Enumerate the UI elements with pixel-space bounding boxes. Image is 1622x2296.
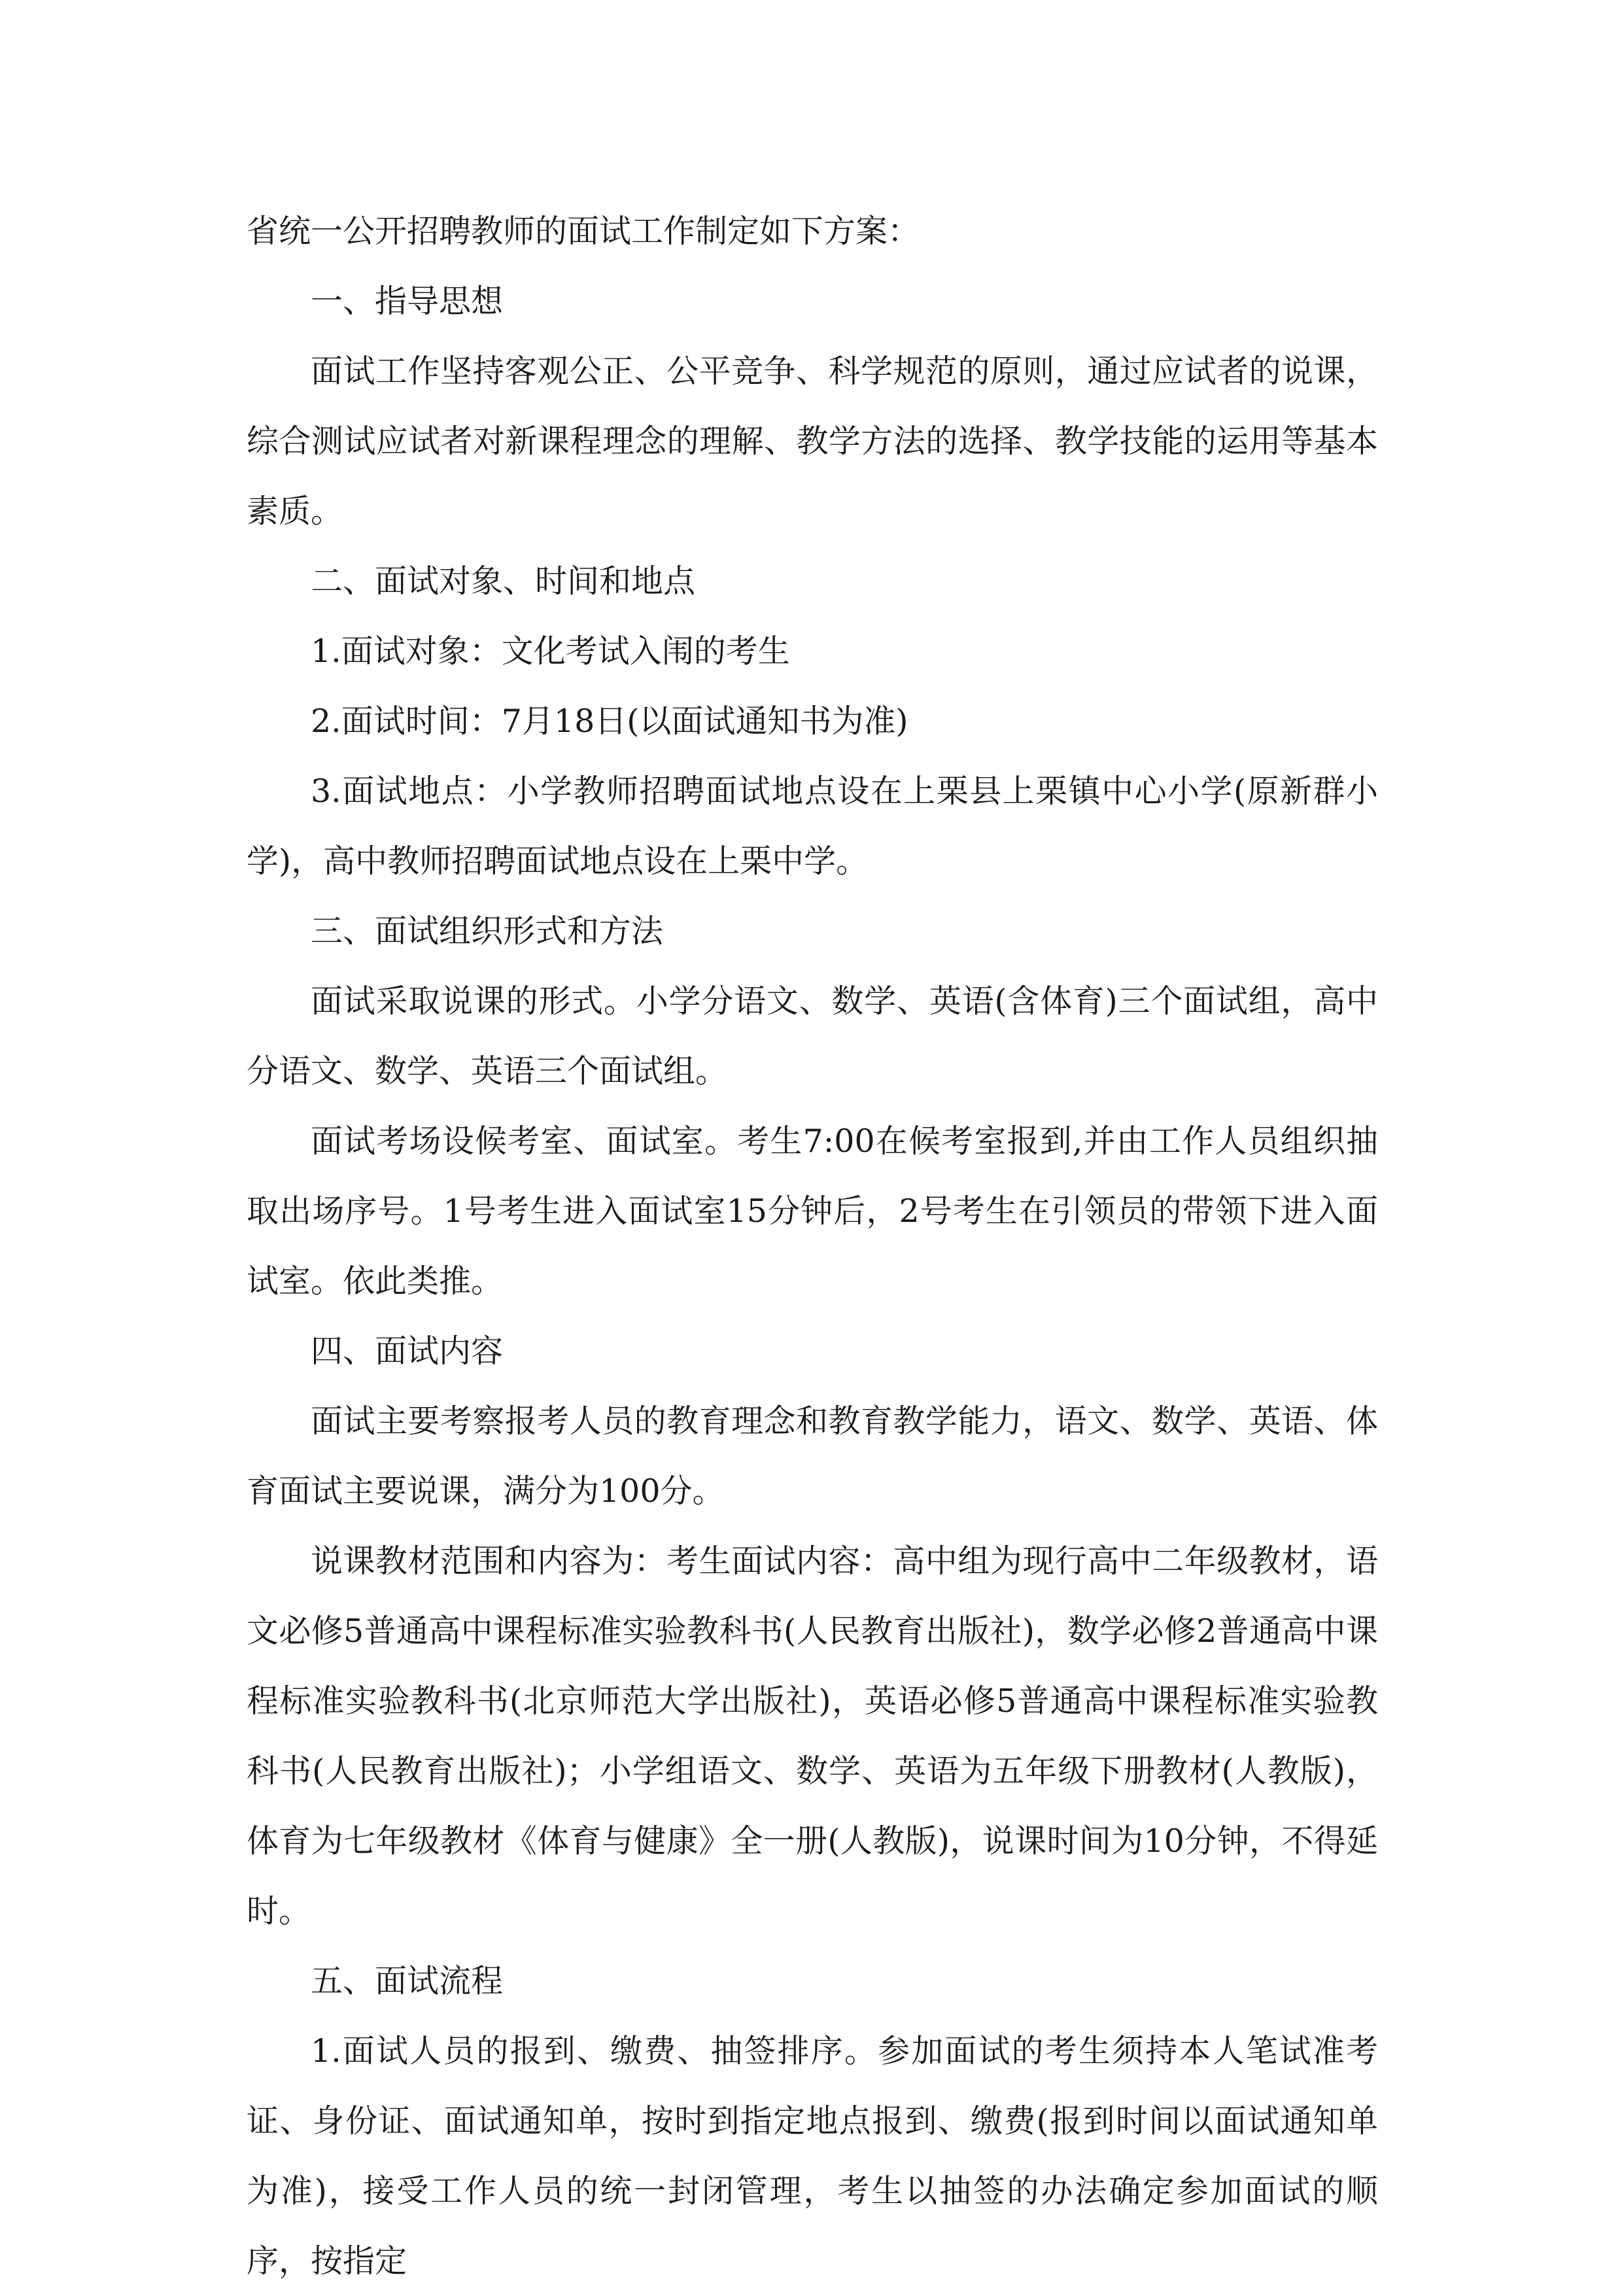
section-heading-interview-process: 五、面试流程 bbox=[311, 1962, 504, 2000]
body-paragraph: 面试主要考察报考人员的教育理念和教育教学能力，语文、数学、英语、体育面试主要说课，满分为100分。 bbox=[247, 1402, 1378, 1510]
section-heading-interview-content: 四、面试内容 bbox=[311, 1332, 504, 1370]
list-item: 1.面试对象：文化考试入闱的考生 bbox=[311, 633, 790, 670]
body-paragraph: 面试考场设候考室、面试室。考生7:00在候考室报到,并由工作人员组织抽取出场序号。1号考生进入面试室15分钟后，2号考生在引领员的带领下进入面试室。依此类推。 bbox=[247, 1122, 1378, 1300]
body-paragraph: 说课教材范围和内容为：考生面试内容：高中组为现行高中二年级教材，语文必修5普通高中课程标准实验教科书(人民教育出版社)，数学必修2普通高中课程标准实验教科书(北京师范大学出版社)，英语必修5普通高中课程标准实验教科书(人民教育出版社)；小学组语文、数学、英语为五年级下册教材(人教版)，体育为七年级教材《体育与健康》全一册(人教版)，说课时间为10分钟，不得延时。 bbox=[247, 1542, 1378, 1930]
intro-paragraph: 省统一公开招聘教师的面试工作制定如下方案： bbox=[247, 213, 920, 250]
section-heading-subjects-time-place: 二、面试对象、时间和地点 bbox=[311, 563, 696, 600]
document-body bbox=[247, 196, 1378, 2296]
list-item: 3.面试地点：小学教师招聘面试地点设在上栗县上栗镇中心小学(原新群小学)，高中教师招聘面试地点设在上栗中学。 bbox=[247, 773, 1378, 880]
section-heading-organization-method: 三、面试组织形式和方法 bbox=[311, 913, 664, 950]
section-heading-guiding-ideology: 一、指导思想 bbox=[311, 283, 504, 320]
body-paragraph: 面试采取说课的形式。小学分语文、数学、英语(含体育)三个面试组，高中分语文、数学、英语三个面试组。 bbox=[247, 983, 1378, 1090]
list-item: 1.面试人员的报到、缴费、抽签排序。参加面试的考生须持本人笔试准考证、身份证、面试通知单，按时到指定地点报到、缴费(报到时间以面试通知单为准)，接受工作人员的统一封闭管理，考生以抽签的办法确定参加面试的顺序，按指定 bbox=[247, 2032, 1378, 2280]
body-paragraph: 面试工作坚持客观公正、公平竞争、科学规范的原则，通过应试者的说课，综合测试应试者对新课程理念的理解、教学方法的选择、教学技能的运用等基本素质。 bbox=[247, 353, 1378, 530]
list-item: 2.面试时间：7月18日(以面试通知书为准) bbox=[311, 703, 908, 740]
